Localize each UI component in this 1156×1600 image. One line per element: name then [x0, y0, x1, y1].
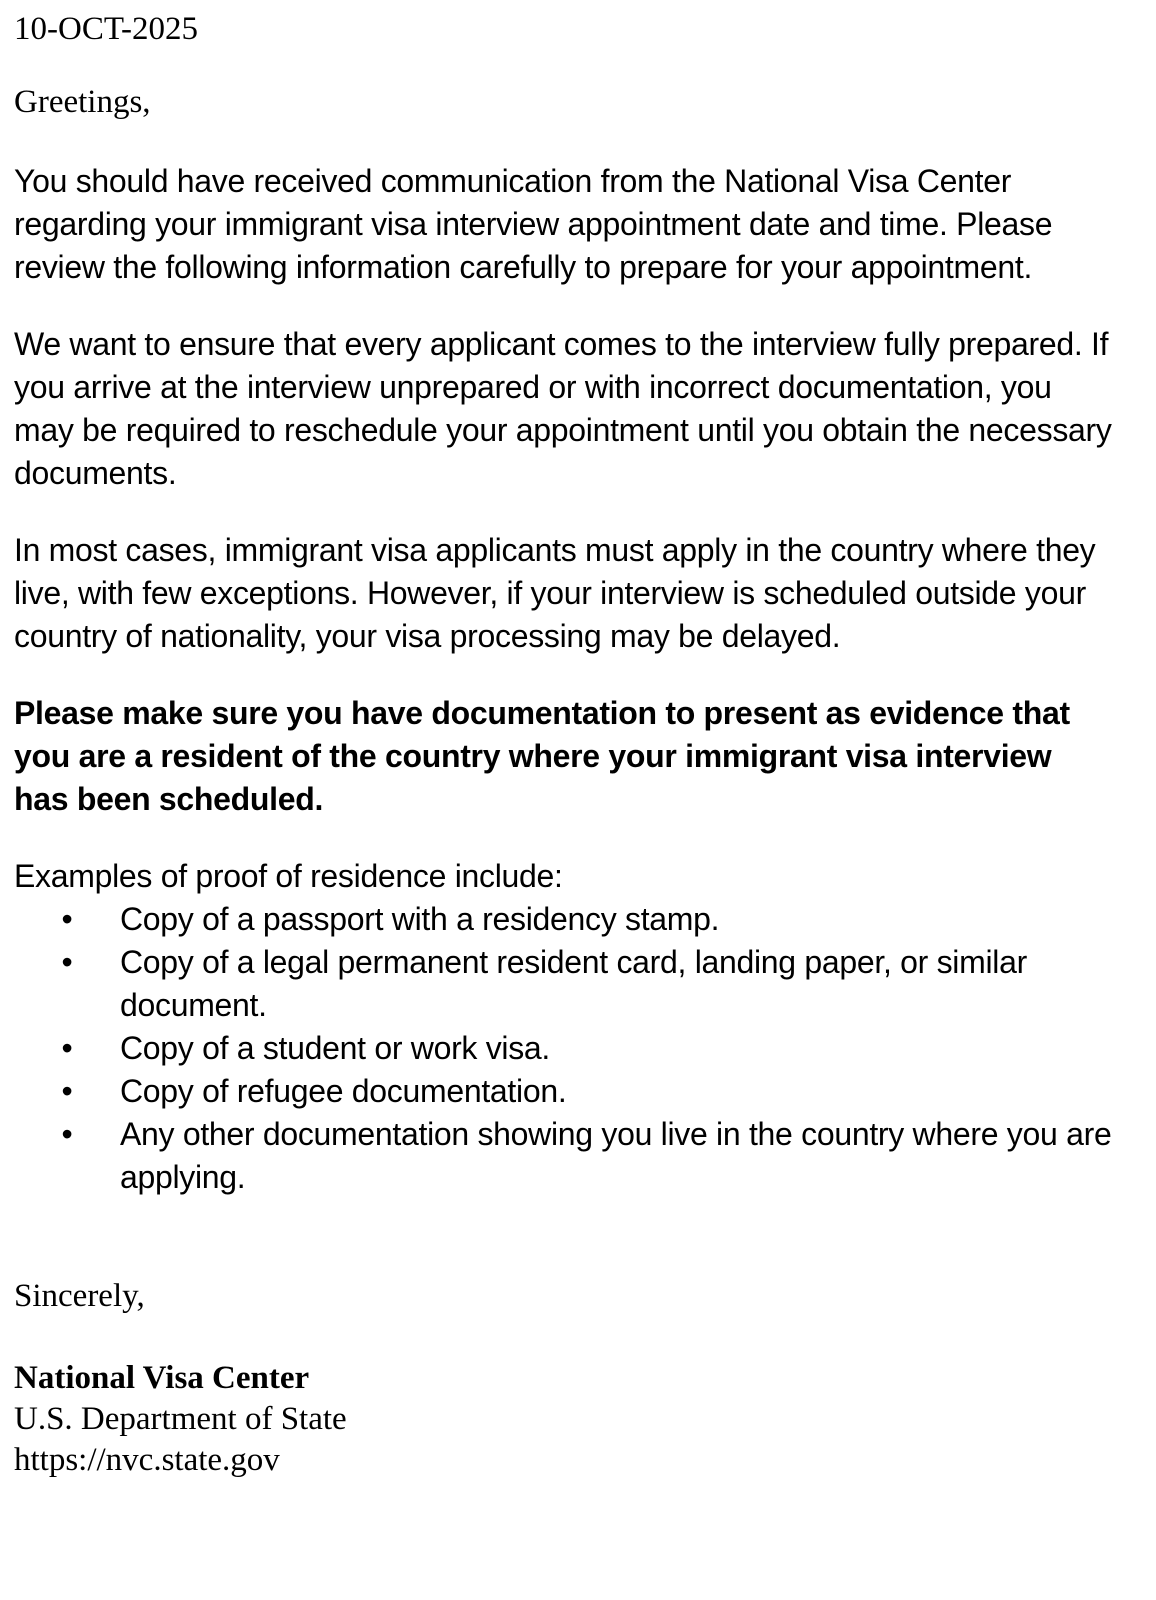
salutation: Greetings,	[14, 84, 151, 120]
list-item-text: Copy of a student or work visa.	[120, 1030, 551, 1066]
list-item-text: Copy of a legal permanent resident card, landing paper, or similar document.	[120, 944, 1027, 1023]
bullet-marker: •	[61, 1073, 73, 1109]
bullet-marker: •	[61, 901, 73, 937]
signature-org: National Visa Center	[14, 1360, 310, 1396]
notice-residency-evidence: Please make sure you have documentation to present as evidence that you are a resident of the country where your immigrant visa interview has been scheduled.	[14, 695, 1070, 817]
list-intro: Examples of proof of residence include:	[14, 858, 563, 894]
bullet-marker: •	[61, 1116, 73, 1152]
signature-dept: U.S. Department of State	[14, 1401, 347, 1437]
bullet-marker: •	[61, 944, 73, 980]
bullet-marker: •	[61, 1030, 73, 1066]
list-item-text: Copy of a passport with a residency stamp.	[120, 901, 720, 937]
paragraph-appointment-info: You should have received communication from the National Visa Center regarding your immigrant visa interview appointment date and time. Please review the following information carefully to prepare for your appointment.	[14, 163, 1053, 285]
paragraph-preparedness: We want to ensure that every applicant comes to the interview fully prepared. If you arrive at the interview unprepared or with incorrect documentation, you may be required to reschedule your appointment until you obtain the necessary documents.	[14, 326, 1112, 491]
proof-of-residence-list	[14, 898, 1114, 1199]
list-item-text: Copy of refugee documentation.	[120, 1073, 567, 1109]
list-item-passport	[14, 898, 1114, 941]
signature-url: https://nvc.state.gov	[14, 1442, 280, 1478]
list-item-student-work-visa	[14, 1027, 1114, 1070]
letter-date: 10-OCT-2025	[14, 11, 198, 47]
list-item-resident-card	[14, 941, 1114, 1027]
closing: Sincerely,	[14, 1278, 145, 1314]
signature-block	[14, 1358, 1114, 1481]
list-item-other-doc	[14, 1113, 1114, 1199]
paragraph-country-of-residence: In most cases, immigrant visa applicants must apply in the country where they live, with few exceptions. However, if your interview is scheduled outside your country of nationality, your visa processing may be delayed.	[14, 532, 1096, 654]
list-item-text: Any other documentation showing you live in the country where you are applying.	[120, 1116, 1112, 1195]
list-item-refugee-doc	[14, 1070, 1114, 1113]
